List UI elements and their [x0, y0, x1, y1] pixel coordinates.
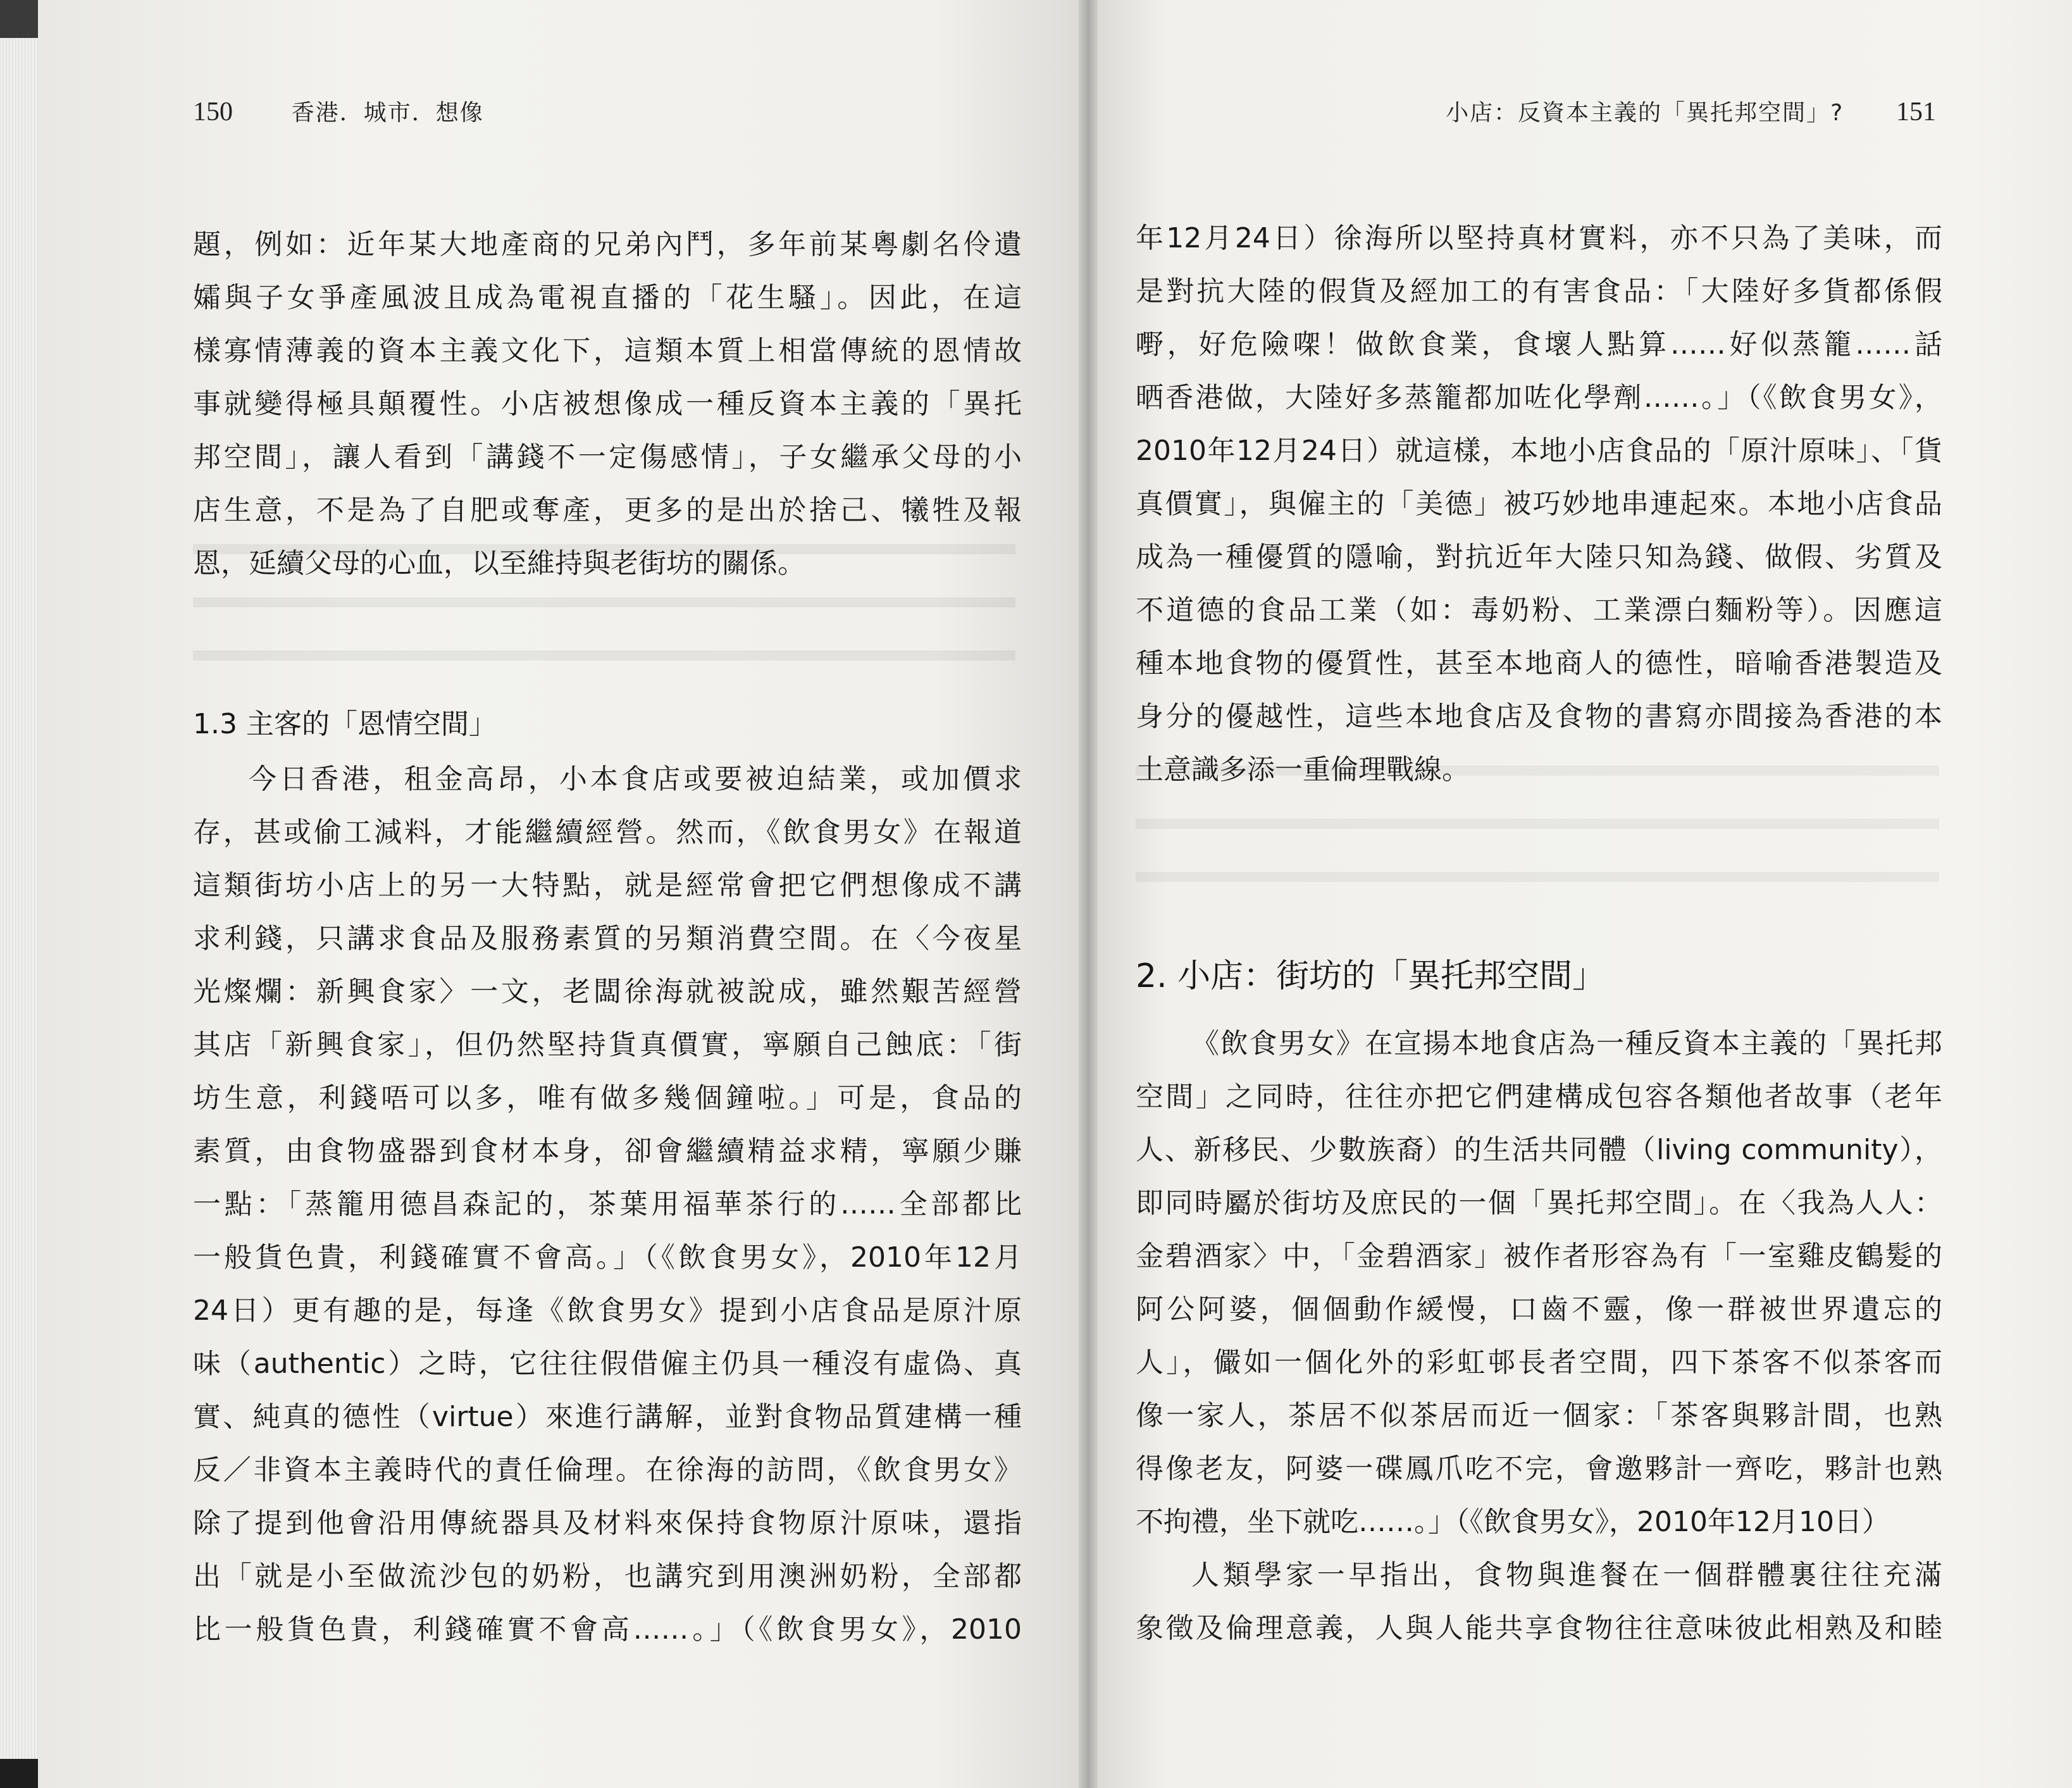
text-line: 成為一種優質的隱喻，對抗近年大陸只知為錢、做假、劣質及: [1136, 541, 1942, 573]
text-line: 一般貨色貴，利錢確實不會高。」（《飲食男女》，2010年12月: [193, 1241, 1022, 1274]
text-line: 阿公阿婆，個個動作緩慢，口齒不靈，像一群被世界遺忘的: [1136, 1293, 1942, 1325]
running-title: 香港．城市．想像: [291, 100, 484, 126]
text-line: 比一般貨色貴，利錢確實不會高……。」（《飲食男女》，2010: [193, 1613, 1022, 1646]
right-paragraph-1: [1136, 212, 1942, 797]
section-heading: 1.3 主客的「恩情空間」: [193, 708, 497, 740]
text-line: 人類學家一早指出，食物與進餐在一個群體裏往往充滿: [1191, 1559, 1942, 1591]
text-line: 象徵及倫理意義，人與人能共享食物往往意味彼此相熟及和睦: [1136, 1612, 1942, 1644]
left-paragraph-1: [193, 218, 1022, 590]
text-line: 坊生意，利錢唔可以多，唯有做多幾個鐘啦。」可是，食品的: [193, 1082, 1022, 1114]
text-line: 身分的優越性，這些本地食店及食物的書寫亦間接為香港的本: [1136, 700, 1942, 733]
book-gutter: [1079, 0, 1098, 1788]
text-line: 不拘禮，坐下就吃……。」（《飲食男女》，2010年12月10日）: [1136, 1506, 1890, 1538]
text-line: 素質，由食物盛器到食材本身，卻會繼續精益求精，寧願少賺: [193, 1135, 1022, 1167]
text-line: 真價實」，與僱主的「美德」被巧妙地串連起來。本地小店食品: [1136, 488, 1942, 520]
text-line: 金碧酒家〉中，「金碧酒家」被作者形容為有「一室雞皮鶴髮的: [1136, 1240, 1942, 1272]
text-line: 一點：「蒸籠用德昌森記的，茶葉用福華茶行的……全部都比: [193, 1188, 1022, 1220]
text-line: 空間」之同時，往往亦把它們建構成包容各類他者故事（老年: [1136, 1081, 1942, 1113]
text-line: 2010年12月24日）就這樣，本地小店食品的「原汁原味」、「貨: [1136, 435, 1942, 467]
text-line: 光燦爛：新興食家〉一文，老闆徐海就被說成，雖然艱苦經營: [193, 976, 1022, 1008]
text-line: 人」，儼如一個化外的彩虹邨長者空間，四下茶客不似茶客而: [1136, 1346, 1942, 1379]
section-heading: 2. 小店：街坊的「異托邦空間」: [1136, 957, 1606, 995]
running-title: 小店：反資本主義的「異托邦空間」?: [1446, 100, 1844, 126]
text-line: 《飲食男女》在宣揚本地食店為一種反資本主義的「異托邦: [1191, 1027, 1942, 1060]
text-line: 晒香港做，大陸好多蒸籠都加咗化學劑……。」（《飲食男女》，: [1136, 382, 1942, 414]
text-line: 反／非資本主義時代的責任倫理。在徐海的訪問，《飲食男女》: [193, 1454, 1022, 1486]
text-line: 求利錢，只講求食品及服務素質的另類消費空間。在〈今夜星: [193, 922, 1022, 955]
text-line: 人、新移民、少數族裔）的生活共同體（living community），: [1136, 1134, 1942, 1166]
text-line: 是對抗大陸的假貨及經加工的有害食品：「大陸好多貨都係假: [1136, 275, 1942, 307]
text-line: 今日香港，租金高昂，小本食店或要被迫結業，或加價求: [249, 763, 1022, 795]
text-line: 除了提到他會沿用傳統器具及材料來保持食物原汁原味，還指: [193, 1507, 1022, 1539]
text-line: 即同時屬於街坊及庶民的一個「異托邦空間」。在〈我為人人：: [1136, 1187, 1942, 1219]
text-line: 邦空間」，讓人看到「講錢不一定傷感情」，子女繼承父母的小: [193, 441, 1022, 473]
text-line: 恩，延續父母的心血，以至維持與老街坊的關係。: [193, 547, 805, 580]
text-line: 種本地食物的優質性，甚至本地商人的德性，暗喻香港製造及: [1136, 647, 1942, 680]
text-line: 味（authentic）之時，它往往假借僱主仍具一種沒有虛偽、真: [193, 1348, 1022, 1380]
left-section: [193, 696, 1022, 1656]
text-line: 出「就是小至做流沙包的奶粉，也講究到用澳洲奶粉，全部都: [193, 1560, 1022, 1592]
right-running-header: [1446, 95, 1936, 127]
text-line: 年12月24日）徐海所以堅持真材實料，亦不只為了美味，而: [1136, 222, 1942, 254]
text-line: 24日）更有趣的是，每逢《飲食男女》提到小店食品是原汁原: [193, 1294, 1022, 1327]
text-line: 不道德的食品工業（如：毒奶粉、工業漂白麵粉等）。因應這: [1136, 594, 1942, 626]
text-line: 事就變得極具顛覆性。小店被想像成一種反資本主義的「異托: [193, 388, 1022, 420]
text-line: 樣寡情薄義的資本主義文化下，這類本質上相當傳統的恩情故: [193, 335, 1022, 367]
page-number: 150: [193, 97, 233, 127]
text-line: 孀與子女爭產風波且成為電視直播的「花生騷」。因此，在這: [193, 282, 1022, 314]
left-running-header: [193, 95, 484, 127]
page-number: 151: [1896, 97, 1936, 127]
text-line: 實、純真的德性（virtue）來進行講解，並對食物品質建構一種: [193, 1401, 1022, 1433]
text-line: 嘢，好危險㗎！做飲食業，食壞人點算……好似蒸籠……話: [1136, 328, 1942, 361]
text-line: 得像老友，阿婆一碟鳳爪吃不完，會邀夥計一齊吃，夥計也熟: [1136, 1453, 1942, 1485]
text-line: 土意識多添一重倫理戰線。: [1136, 754, 1470, 786]
right-section: [1136, 935, 1942, 1655]
text-line: 店生意，不是為了自肥或奪產，更多的是出於捨己、犧牲及報: [193, 494, 1022, 526]
text-line: 存，甚或偷工減料，才能繼續經營。然而，《飲食男女》在報道: [193, 816, 1022, 848]
text-line: 像一家人，茶居不似茶居而近一個家：「茶客與夥計間，也熟: [1136, 1400, 1942, 1432]
text-line: 這類街坊小店上的另一大特點，就是經常會把它們想像成不講: [193, 869, 1022, 902]
text-line: 其店「新興食家」，但仍然堅持貨真價實，寧願自己蝕底：「街: [193, 1029, 1022, 1061]
text-line: 題，例如：近年某大地產商的兄弟內鬥，多年前某粵劇名伶遺: [193, 228, 1022, 261]
